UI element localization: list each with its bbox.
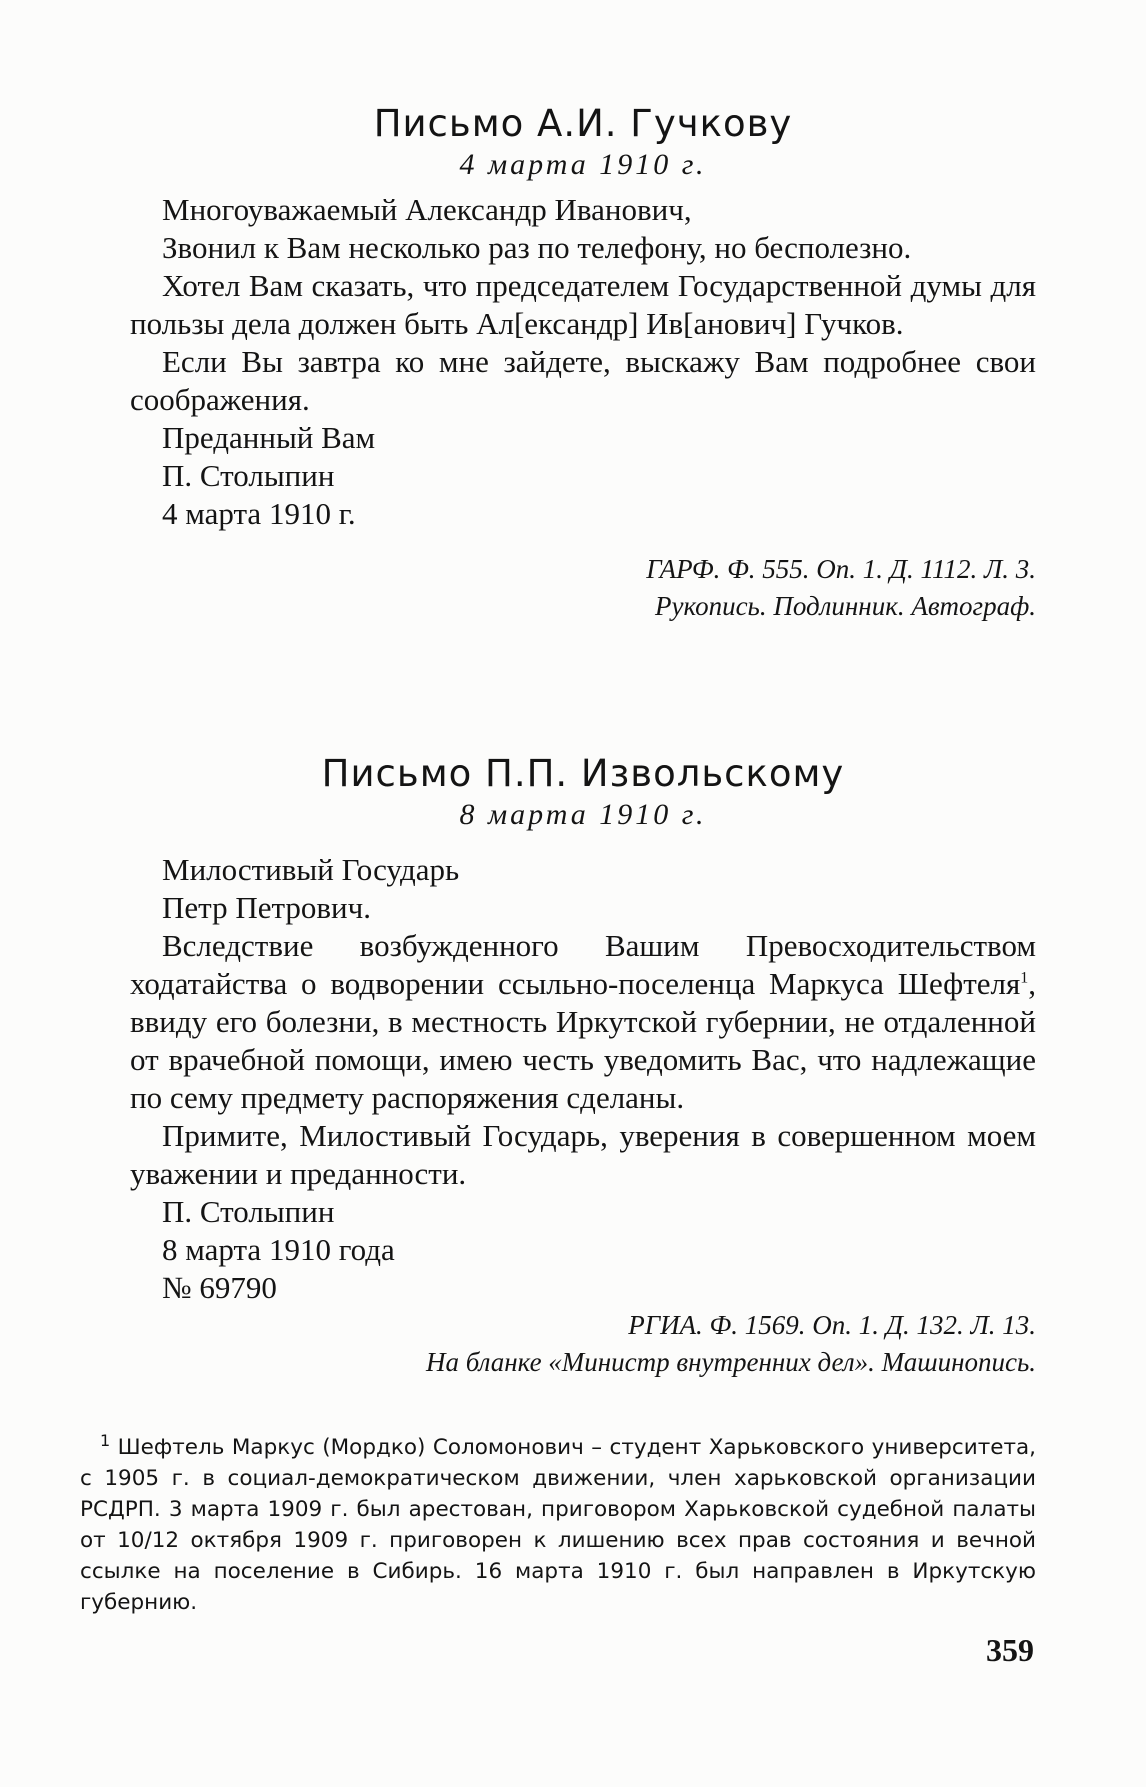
letter2-signature: П. Столыпин	[162, 1193, 335, 1229]
letter1-title: Письмо А.И. Гучкову	[373, 102, 793, 145]
letter1-archive-reference: ГАРФ. Ф. 555. Оп. 1. Д. 1112. Л. 3.	[646, 553, 1036, 584]
letter1-signature: П. Столыпин	[162, 457, 335, 493]
letter1-salutation: Многоуважаемый Александр Иванович,	[162, 191, 692, 227]
page-number: 359	[986, 1632, 1034, 1668]
letter2-paragraph-1	[130, 927, 1036, 1117]
footnote-marker: 1	[100, 1430, 111, 1450]
footnote-reference: 1	[1020, 969, 1029, 987]
letter-izvolsky	[130, 754, 1036, 1381]
letter1-document-type: Рукопись. Подлинник. Автограф.	[654, 590, 1036, 621]
letter2-paragraph-1-end: , ввиду его болезни, в местность Иркутской губернии, не отдаленной от врачебной помощи, имею честь уведомить Вас, что надлежащие по сему предмету распоряжения сделаны.	[130, 965, 1036, 1115]
letter1-date: 4 марта 1910 г.	[459, 147, 707, 181]
letter2-sign-date: 8 марта 1910 года	[162, 1231, 395, 1267]
letter2-salutation-2: Петр Петрович.	[162, 889, 371, 925]
letter1-paragraph-3: Если Вы завтра ко мне зайдете, выскажу Вам подробнее свои соображения.	[130, 343, 1036, 417]
letter1-closing: Преданный Вам	[162, 419, 376, 455]
letter2-title: Письмо П.П. Извольскому	[321, 752, 845, 795]
letter-gutchkov	[130, 104, 1036, 625]
letter2-document-type: На бланке «Министр внутренних дел». Машинопись.	[425, 1346, 1036, 1377]
letter2-archive-reference: РГИА. Ф. 1569. Оп. 1. Д. 132. Л. 13.	[628, 1309, 1036, 1340]
footnote	[80, 1432, 1036, 1618]
letter1-sign-date: 4 марта 1910 г.	[162, 495, 356, 531]
letter1-paragraph-1: Звонил к Вам несколько раз по телефону, но бесполезно.	[162, 229, 912, 265]
letter1-paragraph-2: Хотел Вам сказать, что председателем Государственной думы для пользы дела должен быть Ал[ександр] Ив[анович] Гучков.	[130, 267, 1036, 341]
letter2-date: 8 марта 1910 г.	[459, 797, 707, 831]
letter2-salutation-1: Милостивый Государь	[162, 851, 460, 887]
letter2-paragraph-1-start: Вследствие возбужденного Вашим Превосходительством ходатайства о водворении ссыльно-поселенца Маркуса Шефтеля	[130, 927, 1036, 1001]
footnote-text	[80, 1432, 1036, 1618]
letter2-number: № 69790	[162, 1269, 277, 1305]
footnote-body: Шефтель Маркус (Мордко) Соломонович – студент Харьковского университета, с 1905 г. в социал-демократическом движении, член харьковской организации РСДРП. 3 марта 1909 г. был арестован, приговором Харьковской судебной палаты от 10/12 октября 1909 г. приговорен к лишению всех прав состояния и вечной ссылке на поселение в Сибирь. 16 марта 1910 г. был направлен в Иркутскую губернию.	[80, 1435, 1036, 1615]
letter2-paragraph-2: Примите, Милостивый Государь, уверения в совершенном моем уважении и преданности.	[130, 1117, 1036, 1191]
